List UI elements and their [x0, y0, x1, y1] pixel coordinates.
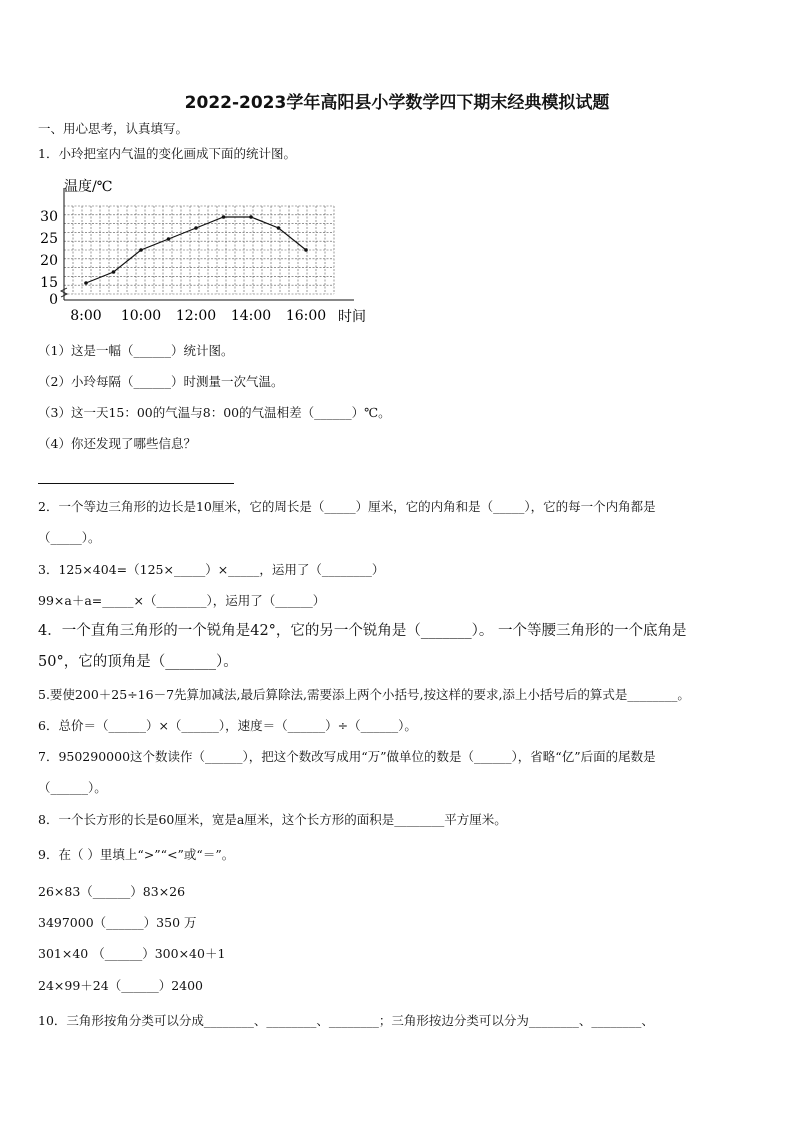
- data-point: [304, 248, 308, 252]
- question-1-sub-2: （2）小玲每隔（______）时测量一次气温。: [38, 374, 284, 389]
- question-9-item: 301×40 （______）300×40＋1: [38, 946, 226, 961]
- question-7-line-1: 7．950290000这个数读作（______），把这个数改写成用“万”做单位的数是（______），省略“亿”后面的尾数是: [38, 749, 656, 764]
- question-4-line-2: 50°，它的顶角是（_______）。: [38, 654, 238, 670]
- data-point: [277, 226, 281, 230]
- question-9-item: 26×83（______）83×26: [38, 884, 186, 899]
- question-2-line-2: （_____）。: [38, 530, 101, 545]
- question-2-line-1: 2．一个等边三角形的边长是10厘米，它的周长是（_____）厘米，它的内角和是（_____），它的每一个内角都是: [38, 499, 656, 514]
- question-6: 6．总价＝（______）×（______），速度＝（______）÷（______）。: [38, 718, 417, 733]
- x-tick-label: 14:00: [230, 308, 272, 324]
- section-heading: 一、用心思考，认真填写。: [38, 121, 189, 136]
- question-9-stem: 9．在（ ）里填上“>”“<”或“＝”。: [38, 847, 235, 862]
- chart-grid: [64, 206, 334, 294]
- question-9-item: 24×99＋24（______）2400: [38, 978, 204, 993]
- chart-axes: [61, 188, 354, 300]
- chart-x-ticks: [70, 308, 326, 324]
- y-tick-label: 15: [40, 275, 58, 291]
- question-1-sub-3: （3）这一天15：00的气温与8：00的气温相差（______）℃。: [38, 405, 391, 420]
- page-title: 2022-2023学年高阳县小学数学四下期末经典模拟试题: [184, 93, 610, 113]
- data-point: [249, 215, 253, 219]
- data-point: [139, 248, 143, 252]
- question-1-sub-1: （1）这是一幅（______）统计图。: [38, 343, 234, 358]
- answer-line: [38, 483, 234, 484]
- data-point: [222, 215, 226, 219]
- data-point: [84, 281, 88, 285]
- question-9-item: 3497000（______）350 万: [38, 915, 197, 930]
- y-tick-label: 0: [49, 292, 58, 308]
- question-7-line-2: （______）。: [38, 780, 107, 795]
- x-tick-label: 8:00: [70, 308, 102, 324]
- question-10: 10．三角形按角分类可以分成________、________、________；三角形按边分类可以分为________、________、: [38, 1013, 654, 1028]
- chart-x-axis-label: 时间: [338, 309, 366, 325]
- data-point: [167, 237, 171, 241]
- chart-y-ticks: [40, 209, 58, 308]
- x-tick-label: 12:00: [175, 308, 217, 324]
- question-8: 8．一个长方形的长是60厘米，宽是a厘米，这个长方形的面积是________平方厘米。: [38, 812, 507, 827]
- y-tick-label: 25: [40, 231, 58, 247]
- x-tick-label: 10:00: [120, 308, 162, 324]
- question-3-line-1: 3．125×404=（125×_____）×_____，运用了（________）: [38, 562, 385, 577]
- question-1-sub-4: （4）你还发现了哪些信息？: [38, 436, 196, 451]
- question-1-stem: 1．小玲把室内气温的变化画成下面的统计图。: [38, 146, 296, 161]
- data-point: [112, 270, 116, 274]
- data-point: [194, 226, 198, 230]
- chart-y-axis-label: 温度/℃: [64, 179, 113, 195]
- x-tick-label: 16:00: [285, 308, 327, 324]
- axis-break-mark: [61, 288, 67, 297]
- y-tick-label: 30: [40, 209, 58, 225]
- y-tick-label: 20: [40, 253, 58, 269]
- question-5: 5.要使200＋25÷16－7先算加减法,最后算除法,需要添上两个小括号,按这样的要求,添上小括号后的算式是________。: [38, 687, 690, 702]
- question-4-line-1: 4．一个直角三角形的一个锐角是42°，它的另一个锐角是（_______）。 一个等腰三角形的一个底角是: [38, 623, 687, 639]
- question-3-line-2: 99×a＋a=_____×（________），运用了（______）: [38, 593, 326, 608]
- temperature-line-chart: [36, 170, 376, 330]
